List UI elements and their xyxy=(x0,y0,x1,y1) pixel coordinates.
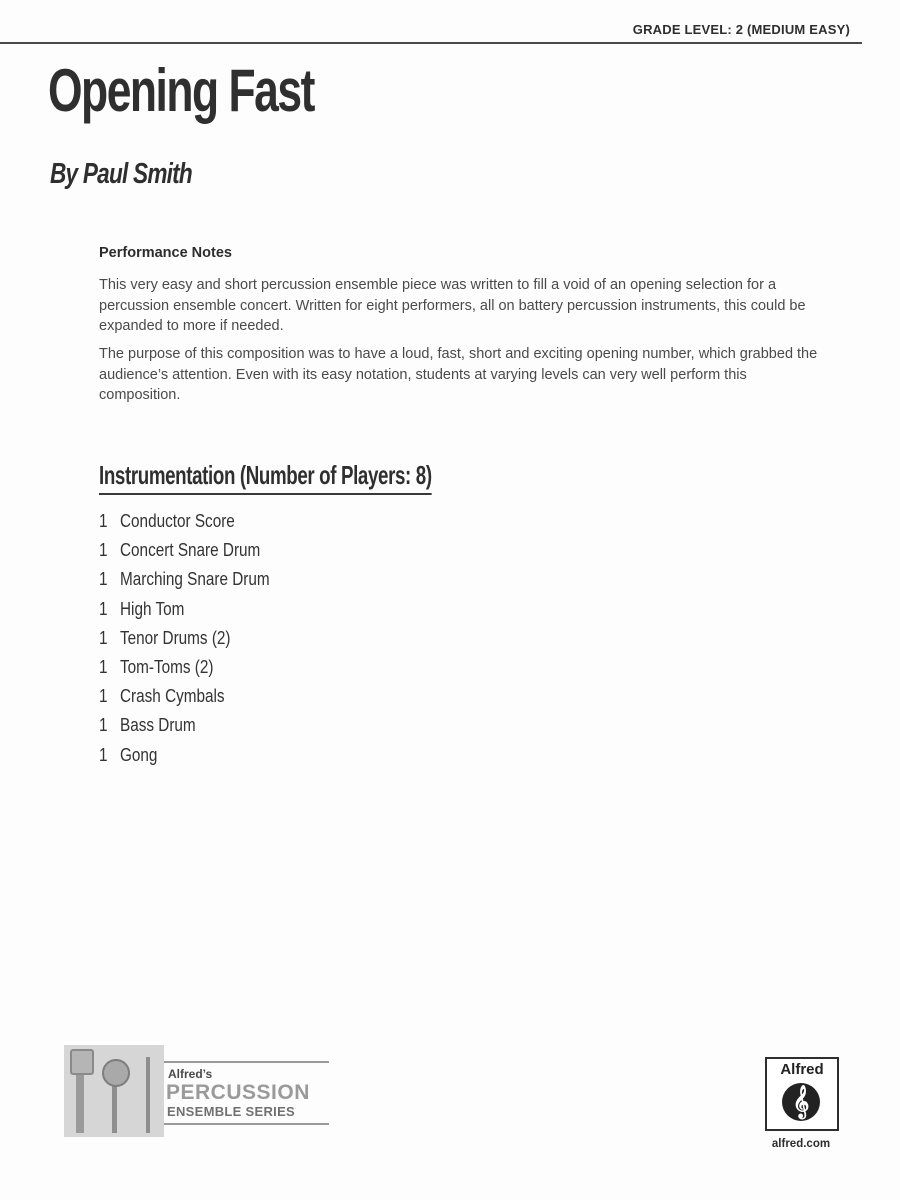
instrument-qty: 1 xyxy=(99,540,108,561)
instrument-name: Crash Cymbals xyxy=(120,686,225,707)
instrument-qty: 1 xyxy=(99,715,108,736)
publisher-website[interactable]: alfred.com xyxy=(771,1138,831,1150)
series-logo-line-3: ENSEMBLE SERIES xyxy=(167,1104,296,1119)
performance-notes-paragraph-2: The purpose of this composition was to have a loud, fast, short and exciting opening number, which grabbed the audience’s attention. Even with its easy notation, students at varying levels can very well perform this composition. xyxy=(99,346,818,403)
instrument-name: Bass Drum xyxy=(120,715,196,736)
mallet-head-icon xyxy=(70,1049,94,1075)
composer-byline: By Paul Smith xyxy=(50,158,192,190)
instrument-name: High Tom xyxy=(120,598,185,619)
instrument-item xyxy=(99,536,296,565)
instrument-item xyxy=(99,595,296,624)
instrument-name: Concert Snare Drum xyxy=(120,540,261,561)
instrument-item xyxy=(99,682,296,711)
instrument-name: Tenor Drums (2) xyxy=(120,627,231,648)
instrument-name: Tom-Toms (2) xyxy=(120,657,214,678)
instrument-name: Gong xyxy=(120,744,158,765)
instrument-qty: 1 xyxy=(99,598,108,619)
alfred-logo-clef-icon: 𝄞 xyxy=(792,1086,810,1117)
instrument-qty: 1 xyxy=(99,627,108,648)
performance-notes-paragraph-1: This very easy and short percussion ensemble piece was written to fill a void of an opening selection for a percussion ensemble concert. Written for eight performers, all on battery percussion instruments, this could be expanded to more if needed. xyxy=(99,277,806,334)
instrumentation-heading: Instrumentation (Number of Players: 8) xyxy=(99,460,432,495)
series-logo-rule-bottom xyxy=(164,1123,329,1125)
instrument-name: Conductor Score xyxy=(120,511,235,532)
series-logo-line-2: PERCUSSION xyxy=(166,1081,310,1104)
instrument-qty: 1 xyxy=(99,744,108,765)
page-title: Opening Fast xyxy=(48,57,314,124)
instrument-qty: 1 xyxy=(99,657,108,678)
instrument-qty: 1 xyxy=(99,511,108,532)
instrument-item xyxy=(99,741,296,770)
header-rule xyxy=(0,42,862,44)
instrument-qty: 1 xyxy=(99,569,108,590)
instrument-name: Marching Snare Drum xyxy=(120,569,270,590)
timpani-mallet-head-icon xyxy=(102,1059,130,1087)
performance-notes-heading: Performance Notes xyxy=(99,245,232,261)
instrument-item xyxy=(99,711,296,740)
instrument-item xyxy=(99,507,296,536)
instrument-item xyxy=(99,653,296,682)
instrument-item xyxy=(99,624,296,653)
instrument-qty: 1 xyxy=(99,686,108,707)
series-logo-rule-top xyxy=(164,1061,329,1063)
instrumentation-list xyxy=(99,507,296,770)
series-logo-line-1: Alfred’s xyxy=(168,1067,213,1081)
grade-level: GRADE LEVEL: 2 (MEDIUM EASY) xyxy=(632,22,850,37)
instrument-item xyxy=(99,565,296,594)
percussion-series-logo xyxy=(64,1045,334,1140)
alfred-publisher-logo xyxy=(765,1057,839,1131)
drumstick-icon xyxy=(146,1057,150,1133)
alfred-logo-word: Alfred xyxy=(780,1061,824,1078)
